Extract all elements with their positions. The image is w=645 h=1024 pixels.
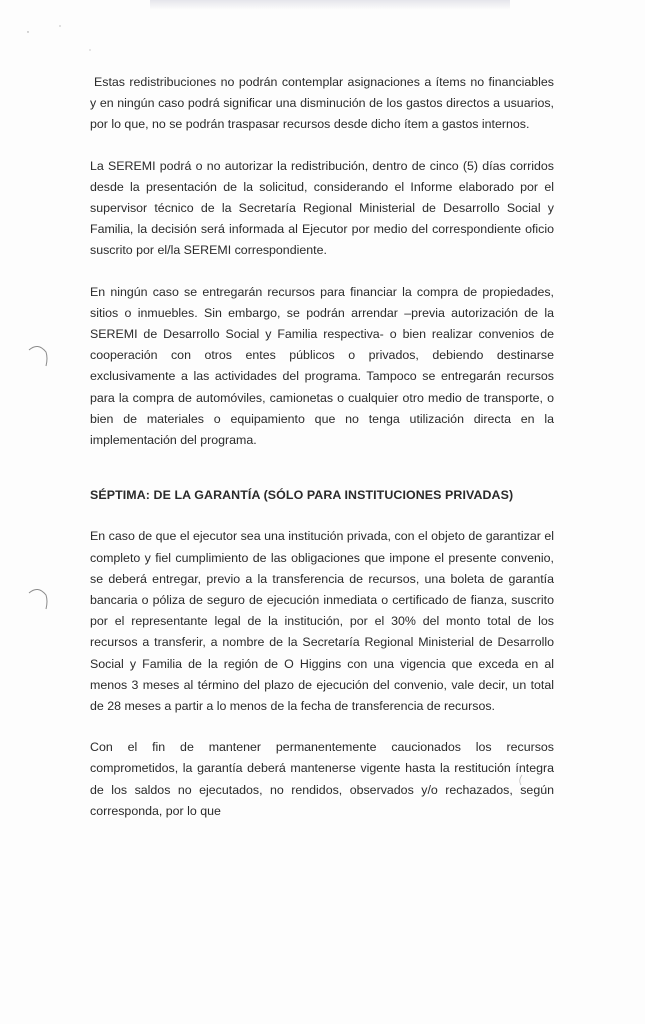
paragraph-property-restrictions: En ningún caso se entregarán recursos para financiar la compra de propiedades, sitios o inmuebles. Sin embargo, se podrán arrendar –previa autorización de la SEREMI de Desarrollo Social y Familia respectiva- o bien realizar convenios de cooperación con otros entes públicos o privados, debiendo destinarse exclusivamente a las actividades del programa. Tampoco se entregarán recursos para la compra de automóviles, camionetas o cualquier otro medio de transporte, o bien de materiales o equipamiento que no tenga utilización directa en la implementación del programa. bbox=[90, 284, 554, 448]
document-body bbox=[90, 72, 554, 822]
paragraph-guarantee-requirement: En caso de que el ejecutor sea una institución privada, con el objeto de garantizar el completo y fiel cumplimiento de las obligaciones que impone el presente convenio, se deberá entregar, previo a la transferencia de recursos, una boleta de garantía bancaria o póliza de seguro de ejecución inmediata o certificado de fianza, suscrito por el representante legal de la institución, por el 30% del monto total de los recursos a transferir, a nombre de la Secretaría Regional Ministerial de Desarrollo Social y Familia de la región de O Higgins con una vigencia que exceda en al menos 3 meses al término del plazo de ejecución del convenio, vale decir, un total de 28 meses a partir a lo menos de la fecha de transferencia de recursos. bbox=[90, 529, 554, 714]
paragraph-guarantee-validity: Con el fin de mantener permanentemente caucionados los recursos comprometidos, la garantía deberá mantenerse vigente hasta la restitución íntegra de los saldos no ejecutados, no rendidos, observados y/o rechazados, según corresponda, por lo que bbox=[90, 740, 554, 818]
punch-hole-mark-bottom bbox=[26, 584, 50, 614]
paragraph-seremi-authorization: La SEREMI podrá o no autorizar la redistribución, dentro de cinco (5) días corridos desde la presentación de la solicitud, considerando el Informe elaborado por el supervisor técnico de la Secretaría Regional Ministerial de Desarrollo Social y Familia, la decisión será informada al Ejecutor por medio del correspondiente oficio suscrito por el/la SEREMI correspondiente. bbox=[90, 158, 554, 258]
section-heading-guarantee: SÉPTIMA: DE LA GARANTÍA (SÓLO PARA INSTITUCIONES PRIVADAS) bbox=[90, 488, 514, 503]
scan-specks bbox=[20, 20, 100, 60]
scan-shadow bbox=[150, 0, 510, 10]
paragraph-redistribution-limits: Estas redistribuciones no podrán contemplar asignaciones a ítems no financiables y en ningún caso podrá significar una disminución de los gastos directos a usuarios, por lo que, no se podrán traspasar recursos desde dicho ítem a gastos internos. bbox=[90, 75, 554, 132]
punch-hole-mark-top bbox=[26, 340, 50, 370]
